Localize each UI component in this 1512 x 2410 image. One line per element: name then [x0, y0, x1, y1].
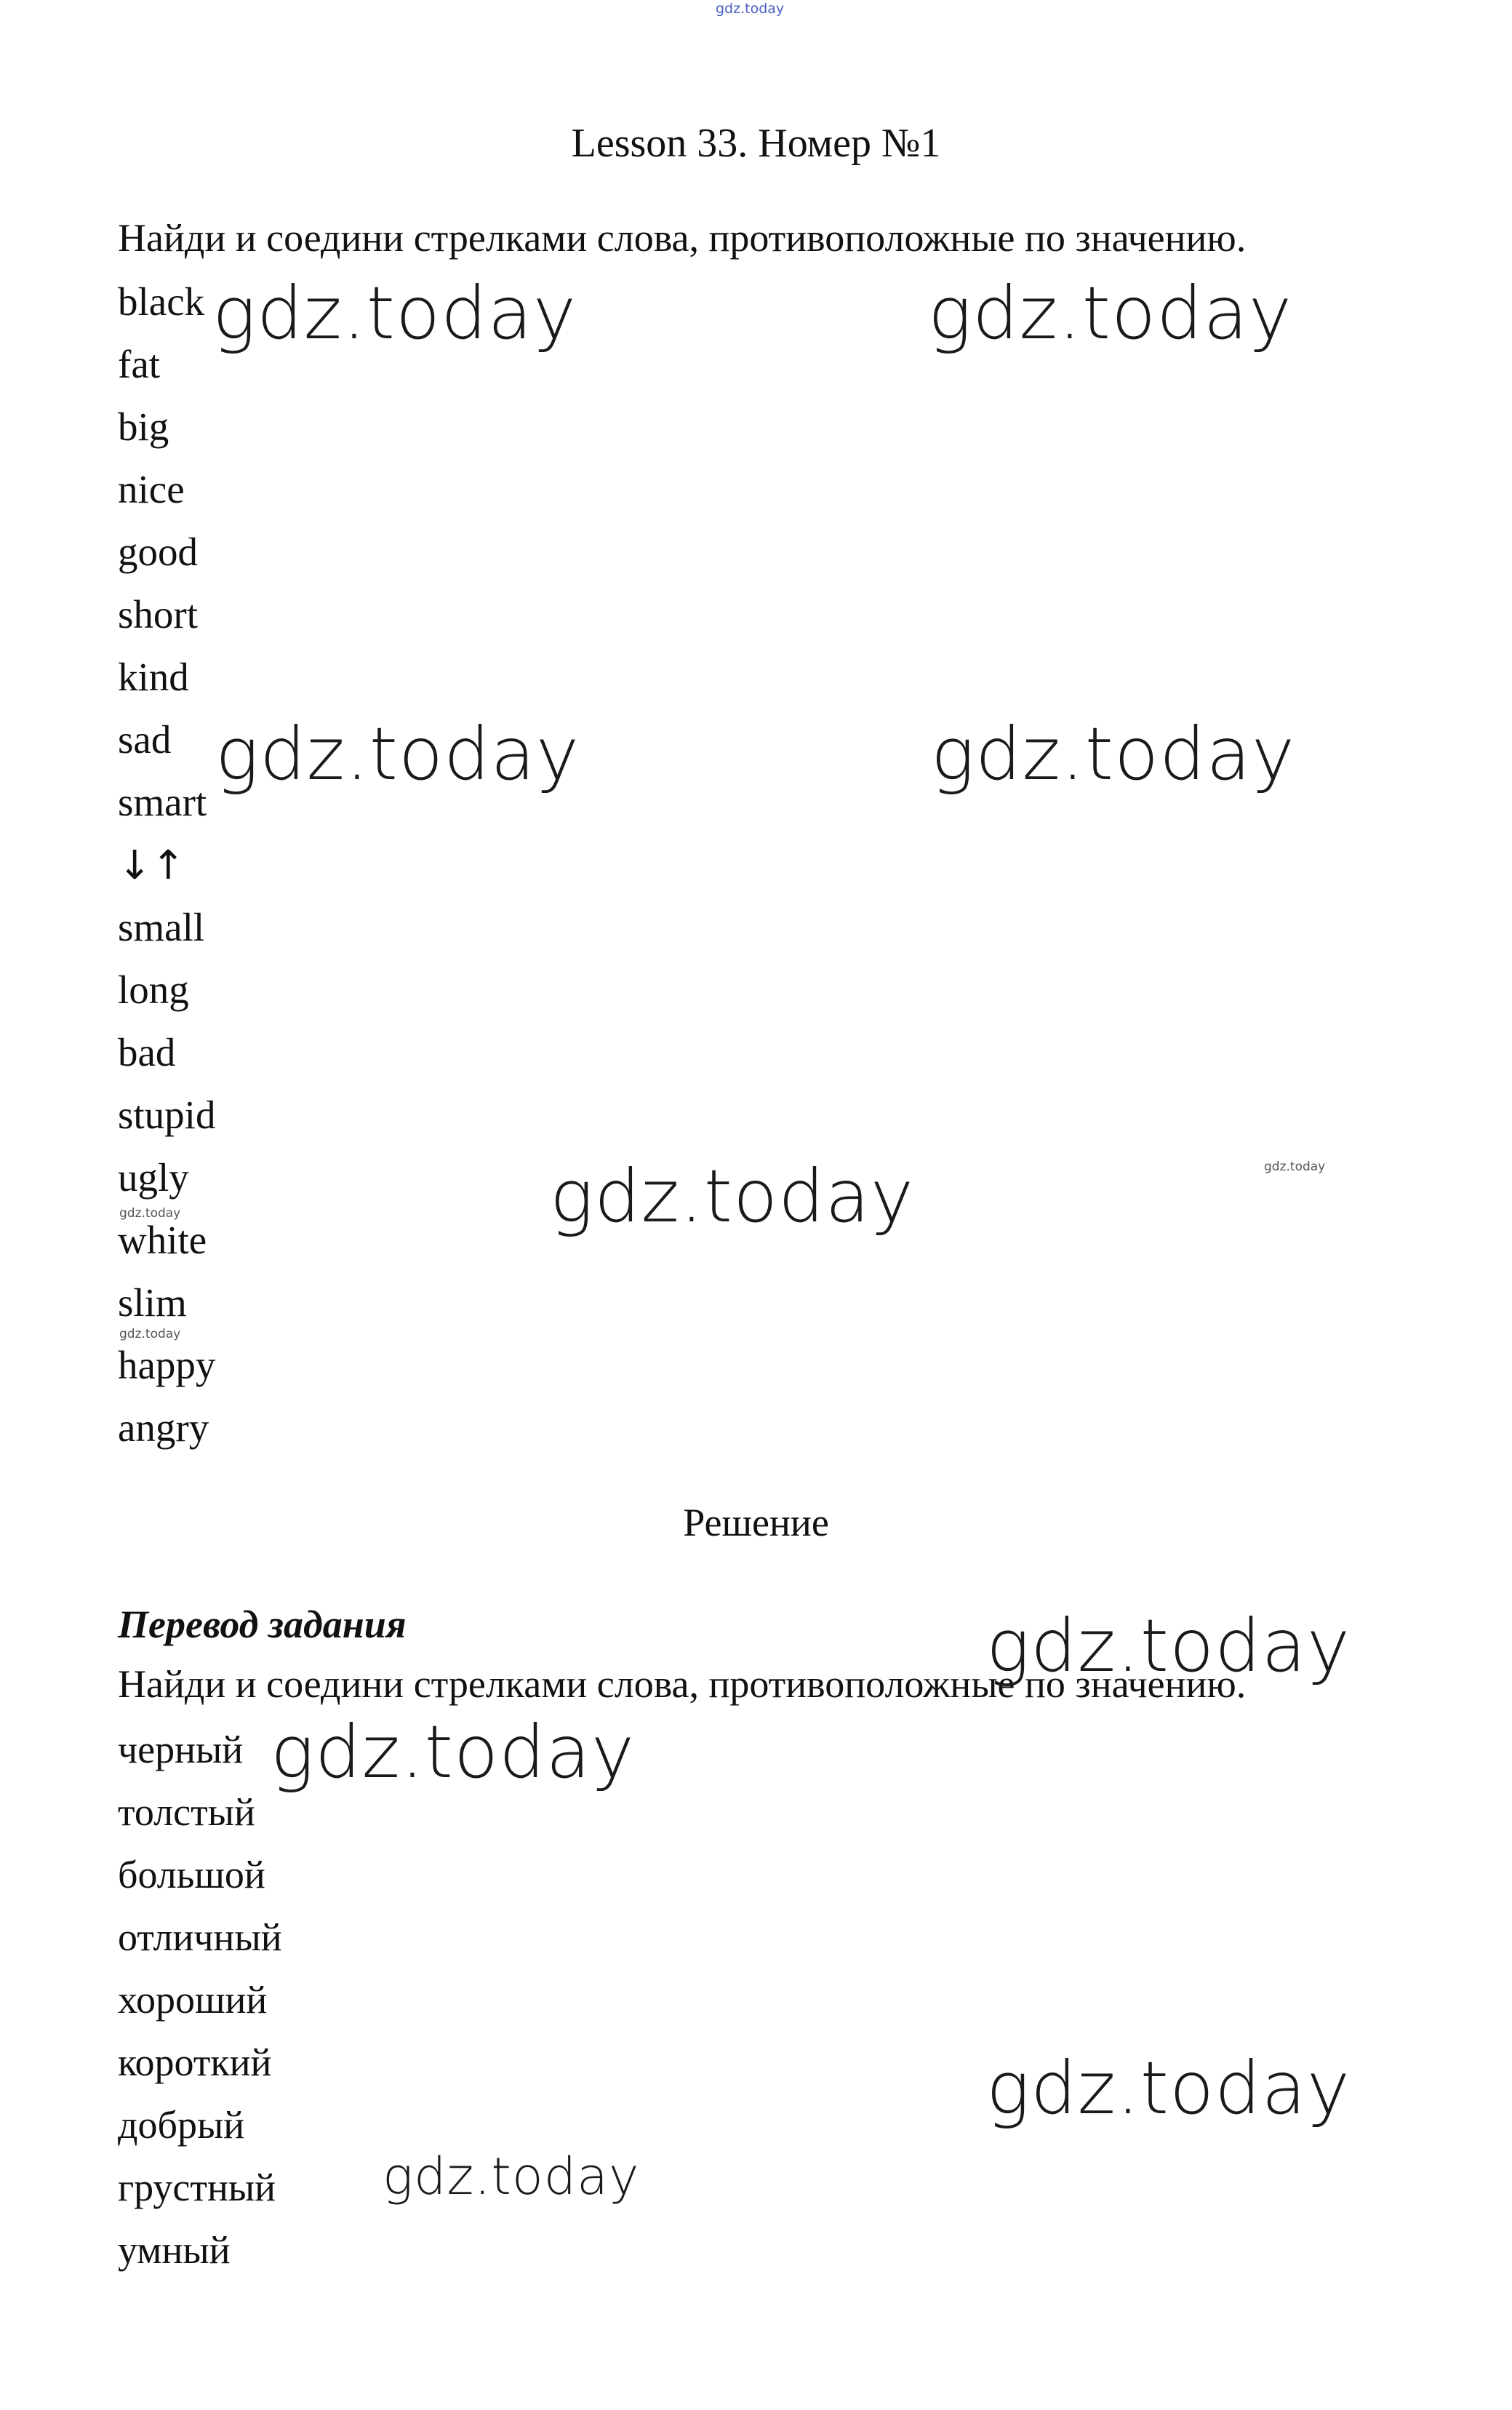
watermark-top: gdz.today	[716, 1, 785, 17]
word-list	[118, 278, 215, 1467]
word-item: white	[118, 1218, 207, 1262]
word-item: stupid	[118, 1093, 216, 1137]
word-item: short	[118, 592, 198, 637]
word-item: small	[118, 905, 205, 949]
translation-word-item: черный	[118, 1728, 244, 1771]
translation-word-item: короткий	[118, 2040, 272, 2084]
word-item: good	[118, 530, 198, 574]
watermark: gdz.today	[928, 271, 1293, 356]
translation-instruction: Найди и соедини стрелками слова, противоположные по значению.	[118, 1662, 1247, 1706]
solution-title: Решение	[683, 1501, 829, 1544]
watermark: gdz.today	[986, 1603, 1351, 1688]
word-item: big	[118, 404, 169, 449]
translation-word-item: большой	[118, 1853, 265, 1896]
watermark-small: gdz.today	[119, 1327, 181, 1341]
translation-word-item: грустный	[118, 2166, 276, 2209]
watermark: gdz.today	[550, 1154, 915, 1239]
word-item: long	[118, 967, 189, 1012]
word-item: black	[118, 279, 205, 324]
watermark: gdz.today	[271, 1709, 636, 1795]
page-title: Lesson 33. Номер №1	[571, 121, 941, 166]
word-item: sad	[118, 717, 172, 762]
word-item: angry	[118, 1405, 209, 1450]
word-item: ugly	[118, 1155, 189, 1200]
translation-heading: Перевод задания	[118, 1603, 407, 1646]
word-item: happy	[118, 1343, 216, 1387]
translation-word-list	[118, 1725, 282, 2289]
translation-word-item: хороший	[118, 1978, 268, 2022]
arrows-separator: ↓↑	[118, 842, 185, 888]
word-item: slim	[118, 1280, 187, 1325]
watermark: gdz.today	[383, 2147, 640, 2206]
watermark: gdz.today	[212, 271, 577, 356]
translation-word-item: толстый	[118, 1790, 255, 1834]
task-instruction: Найди и соедини стрелками слова, противоположные по значению.	[118, 216, 1247, 260]
word-item: bad	[118, 1030, 176, 1074]
watermark: gdz.today	[986, 2046, 1351, 2131]
word-item: fat	[118, 342, 161, 386]
watermark: gdz.today	[931, 711, 1296, 797]
word-item: kind	[118, 655, 189, 699]
translation-word-item: добрый	[118, 2103, 245, 2147]
watermark-small: gdz.today	[119, 1206, 181, 1221]
word-item: nice	[118, 467, 185, 511]
watermark: gdz.today	[215, 711, 580, 797]
watermark-small: gdz.today	[1264, 1160, 1326, 1174]
translation-word-item: умный	[118, 2228, 231, 2272]
translation-word-item: отличный	[118, 1915, 282, 1959]
word-item: smart	[118, 780, 207, 824]
